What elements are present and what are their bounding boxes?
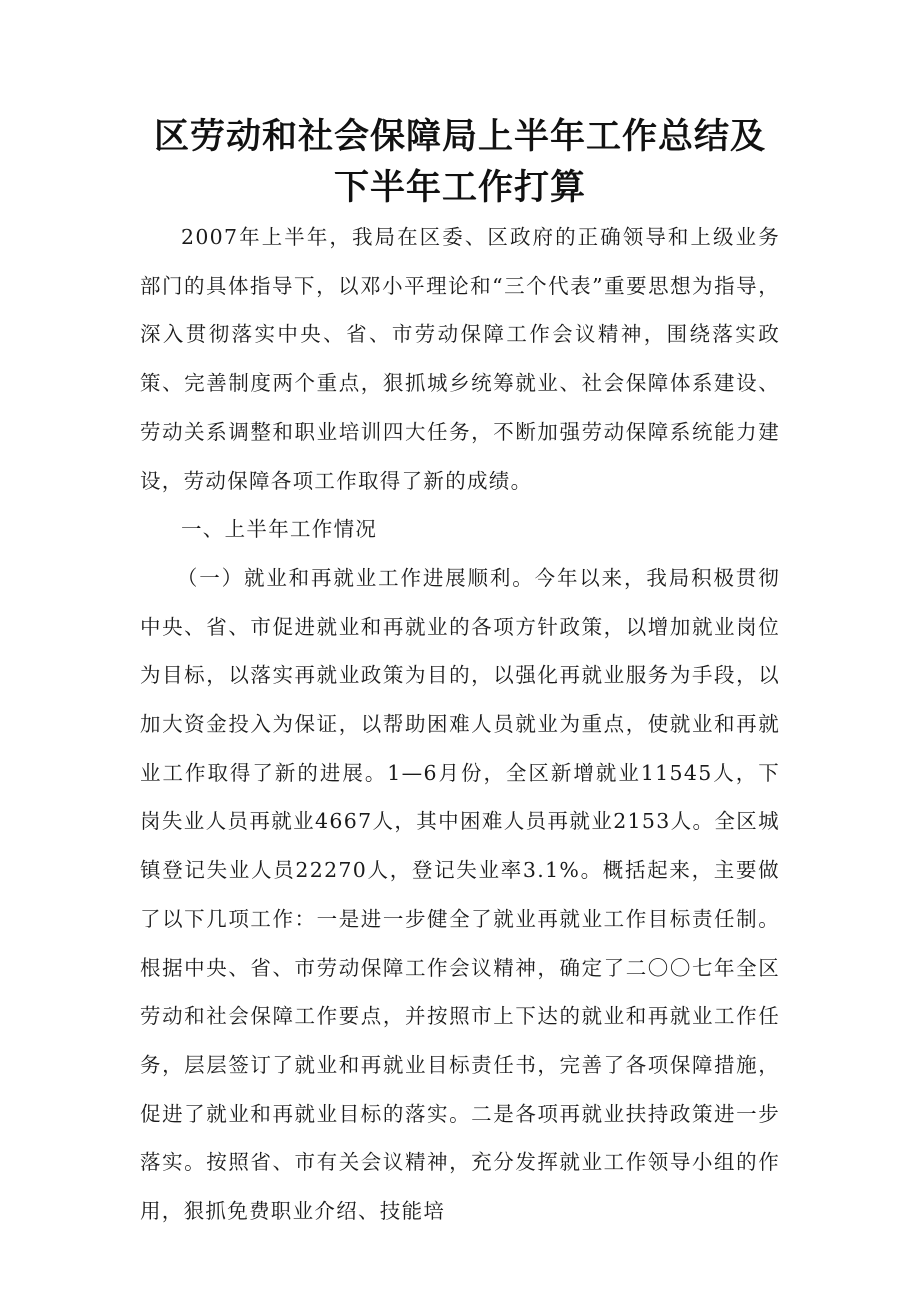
employment-paragraph: （一）就业和再就业工作进展顺利。今年以来，我局积极贯彻中央、省、市促进就业和再就业的各项方针政策，以增加就业岗位为目标，以落实再就业政策为目的，以强化再就业服务为手段，以加大资金投入为保证，以帮助困难人员就业为重点，使就业和再就业工作取得了新的进展。1—6月份，全区新增就业11545人，下岗失业人员再就业4667人，其中困难人员再就业2153人。全区城镇登记失业人员22270人，登记失业率3.1%。概括起来，主要做了以下几项工作：一是进一步健全了就业再就业工作目标责任制。根据中央、省、市劳动保障工作会议精神，确定了二〇〇七年全区劳动和社会保障工作要点，并按照市上下达的就业和再就业工作任务，层层签订了就业和再就业目标责任书，完善了各项保障措施，促进了就业和再就业目标的落实。二是各项再就业扶持政策进一步落实。按照省、市有关会议精神，充分发挥就业工作领导小组的作用，狠抓免费职业介绍、技能培 <box>140 565 780 1224</box>
document-title: 区劳动和社会保障局上半年工作总结及下半年工作打算 <box>153 117 766 208</box>
intro-paragraph: 2007年上半年，我局在区委、区政府的正确领导和上级业务部门的具体指导下，以邓小平理论和“三个代表”重要思想为指导，深入贯彻落实中央、省、市劳动保障工作会议精神，围绕落实政策、完善制度两个重点，狠抓城乡统筹就业、社会保障体系建设、劳动关系调整和职业培训四大任务，不断加强劳动保障系统能力建设，劳动保障各项工作取得了新的成绩。 <box>140 225 780 493</box>
section-heading: 一、上半年工作情况 <box>181 517 378 542</box>
document-body <box>140 213 780 1236</box>
